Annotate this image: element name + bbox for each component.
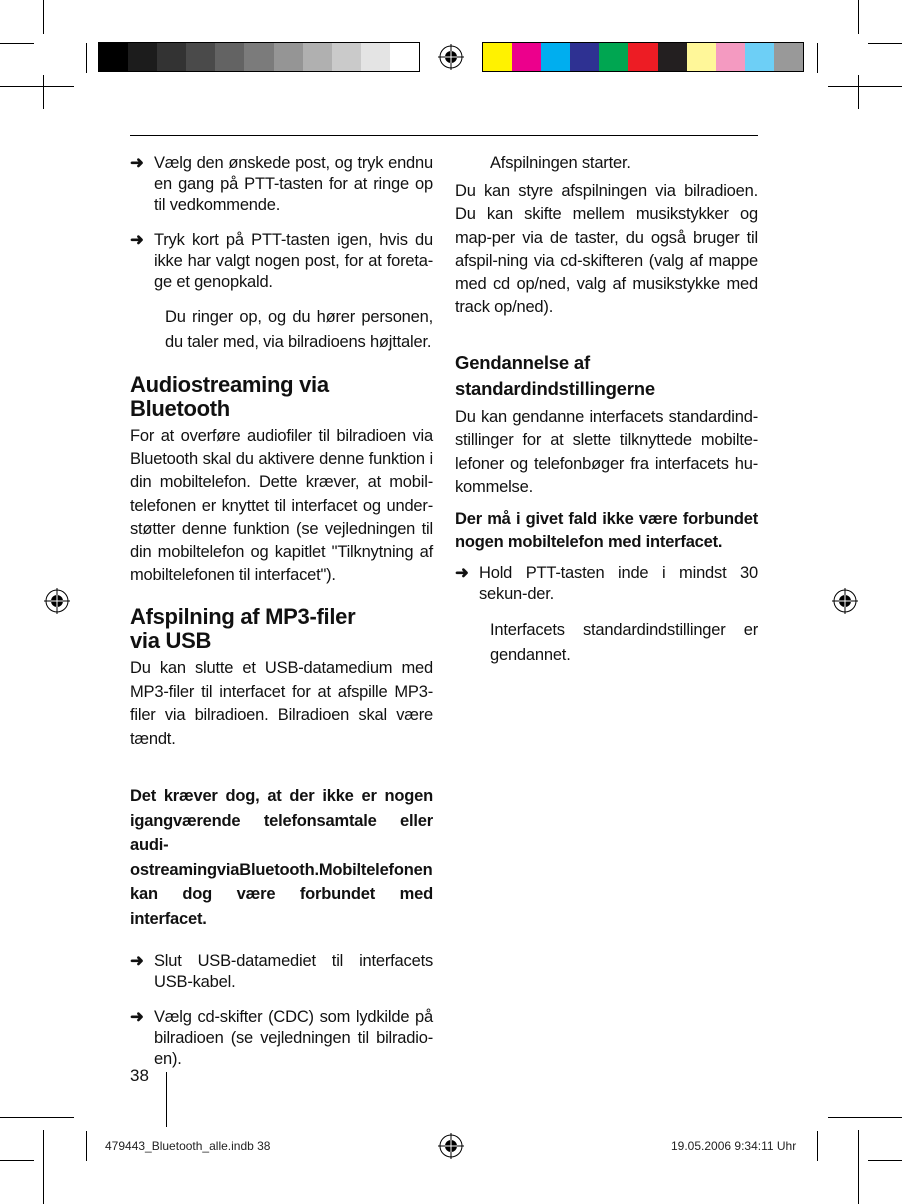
arrow-icon: ➜ — [130, 154, 144, 172]
grayscale-color-bar — [98, 42, 420, 72]
arrow-icon: ➜ — [130, 231, 144, 249]
crop-mark — [43, 0, 44, 34]
crop-mark — [0, 86, 74, 87]
crop-mark — [0, 1160, 34, 1161]
crop-mark — [858, 0, 859, 34]
page-number: 38 — [130, 1066, 149, 1085]
body-paragraph: Du kan gendanne interfacets standardind-stillinger for at slette tilknyttede mobilte-lefoner og telefonbøger fra interfacets hu-kommelse. — [455, 407, 758, 497]
color-swatch — [599, 43, 628, 71]
registration-mark-icon — [44, 588, 70, 614]
color-swatch — [274, 43, 303, 71]
result-text: Du ringer op, og du hører personen, du taler med, via bilradioens højttaler. — [165, 308, 433, 351]
crop-mark — [0, 43, 34, 44]
instruction-item: ➜ Hold PTT-tasten inde i mindst 30 sekun-der. — [455, 563, 758, 603]
section-heading: Afspilning af MP3-filer via USB — [130, 604, 356, 654]
color-swatch — [483, 43, 512, 71]
color-swatch — [303, 43, 332, 71]
crop-mark — [858, 1130, 859, 1204]
crop-mark — [0, 1117, 74, 1118]
left-column — [130, 153, 433, 1070]
color-swatch — [512, 43, 541, 71]
instruction-item: ➜ Vælg cd-skifter (CDC) som lydkilde på bilradioen (se vejledningen til bilradio-en). — [130, 1008, 433, 1069]
slug-file-info: 479443_Bluetooth_alle.indb 38 — [105, 1139, 271, 1153]
crop-mark — [86, 43, 87, 73]
result-text: Interfacets standardindstillinger er gendannet. — [490, 620, 758, 664]
registration-mark-icon — [438, 1133, 464, 1159]
page-number-rule — [166, 1072, 167, 1127]
section-heading: Gendannelse af standardindstillingerne — [455, 351, 655, 399]
registration-mark-icon — [832, 588, 858, 614]
instruction-item: ➜ Slut USB-datamediet til interfacets USB-kabel. — [130, 952, 433, 992]
section-heading: Audiostreaming via Bluetooth — [130, 372, 329, 421]
crop-mark — [828, 1117, 902, 1118]
color-swatch — [774, 43, 803, 71]
color-swatch — [687, 43, 716, 71]
arrow-icon: ➜ — [455, 563, 469, 582]
color-swatch — [215, 43, 244, 71]
result-text: Afspilningen starter. — [490, 154, 631, 172]
right-column — [455, 153, 758, 668]
color-swatch — [745, 43, 774, 71]
crop-mark — [817, 1131, 818, 1161]
color-swatch — [541, 43, 570, 71]
color-swatch — [244, 43, 273, 71]
arrow-icon: ➜ — [130, 1008, 144, 1027]
body-paragraph: For at overføre audiofiler til bilradioen via Bluetooth skal du aktivere denne funktion i din mobiltelefon. Dette kræver, at mobil-telefonen er knyttet til interfacet og under-støtter denne funktion (se vejledningen til din mobiltelefon og kapitlet "Tilknytning af mobiltelefonen til interfacet"). — [130, 427, 433, 585]
color-swatch — [157, 43, 186, 71]
color-swatch — [99, 43, 128, 71]
color-swatch — [628, 43, 657, 71]
color-swatch — [390, 43, 419, 71]
color-swatch — [658, 43, 687, 71]
crop-mark — [868, 43, 902, 44]
color-swatch — [332, 43, 361, 71]
slug-timestamp: 19.05.2006 9:34:11 Uhr — [671, 1139, 797, 1153]
crop-mark — [86, 1131, 87, 1161]
crop-mark — [43, 1130, 44, 1204]
note-paragraph: Det kræver dog, at der ikke er nogen igangværende telefonsamtale eller audi-ostreamingviaBluetooth.Mobiltelefonen kan dog være forbundet med interfacet. — [130, 787, 433, 928]
crop-mark — [828, 86, 902, 87]
registration-mark-icon — [438, 44, 464, 70]
crop-mark — [43, 75, 44, 109]
process-color-bar — [482, 42, 804, 72]
header-rule — [130, 135, 758, 136]
body-paragraph: Du kan styre afspilningen via bilradioen. Du kan skifte mellem musikstykker og map-per via de taster, du også bruger til afspil-ning via cd-skifteren (valg af mappe med cd op/ned, valg af musikstykke med track op/ned). — [455, 182, 758, 317]
note-paragraph: Der må i givet fald ikke være forbundet nogen mobiltelefon med interfacet. — [455, 509, 758, 551]
color-swatch — [361, 43, 390, 71]
color-swatch — [128, 43, 157, 71]
color-swatch — [186, 43, 215, 71]
crop-mark — [817, 43, 818, 73]
color-swatch — [716, 43, 745, 71]
color-swatch — [570, 43, 599, 71]
arrow-icon: ➜ — [130, 952, 144, 971]
crop-mark — [868, 1160, 902, 1161]
instruction-item: ➜ Vælg den ønskede post, og tryk endnu en gang på PTT-tasten for at ringe op til vedkommende. — [130, 154, 433, 214]
body-paragraph: Du kan slutte et USB-datamedium med MP3-filer til interfacet for at afspille MP3-filer via bilradioen. Bilradioen skal være tændt. — [130, 659, 433, 748]
instruction-item: ➜ Tryk kort på PTT-tasten igen, hvis du ikke har valgt nogen post, for at foreta-ge et genopkald. — [130, 231, 433, 291]
crop-mark — [858, 75, 859, 109]
